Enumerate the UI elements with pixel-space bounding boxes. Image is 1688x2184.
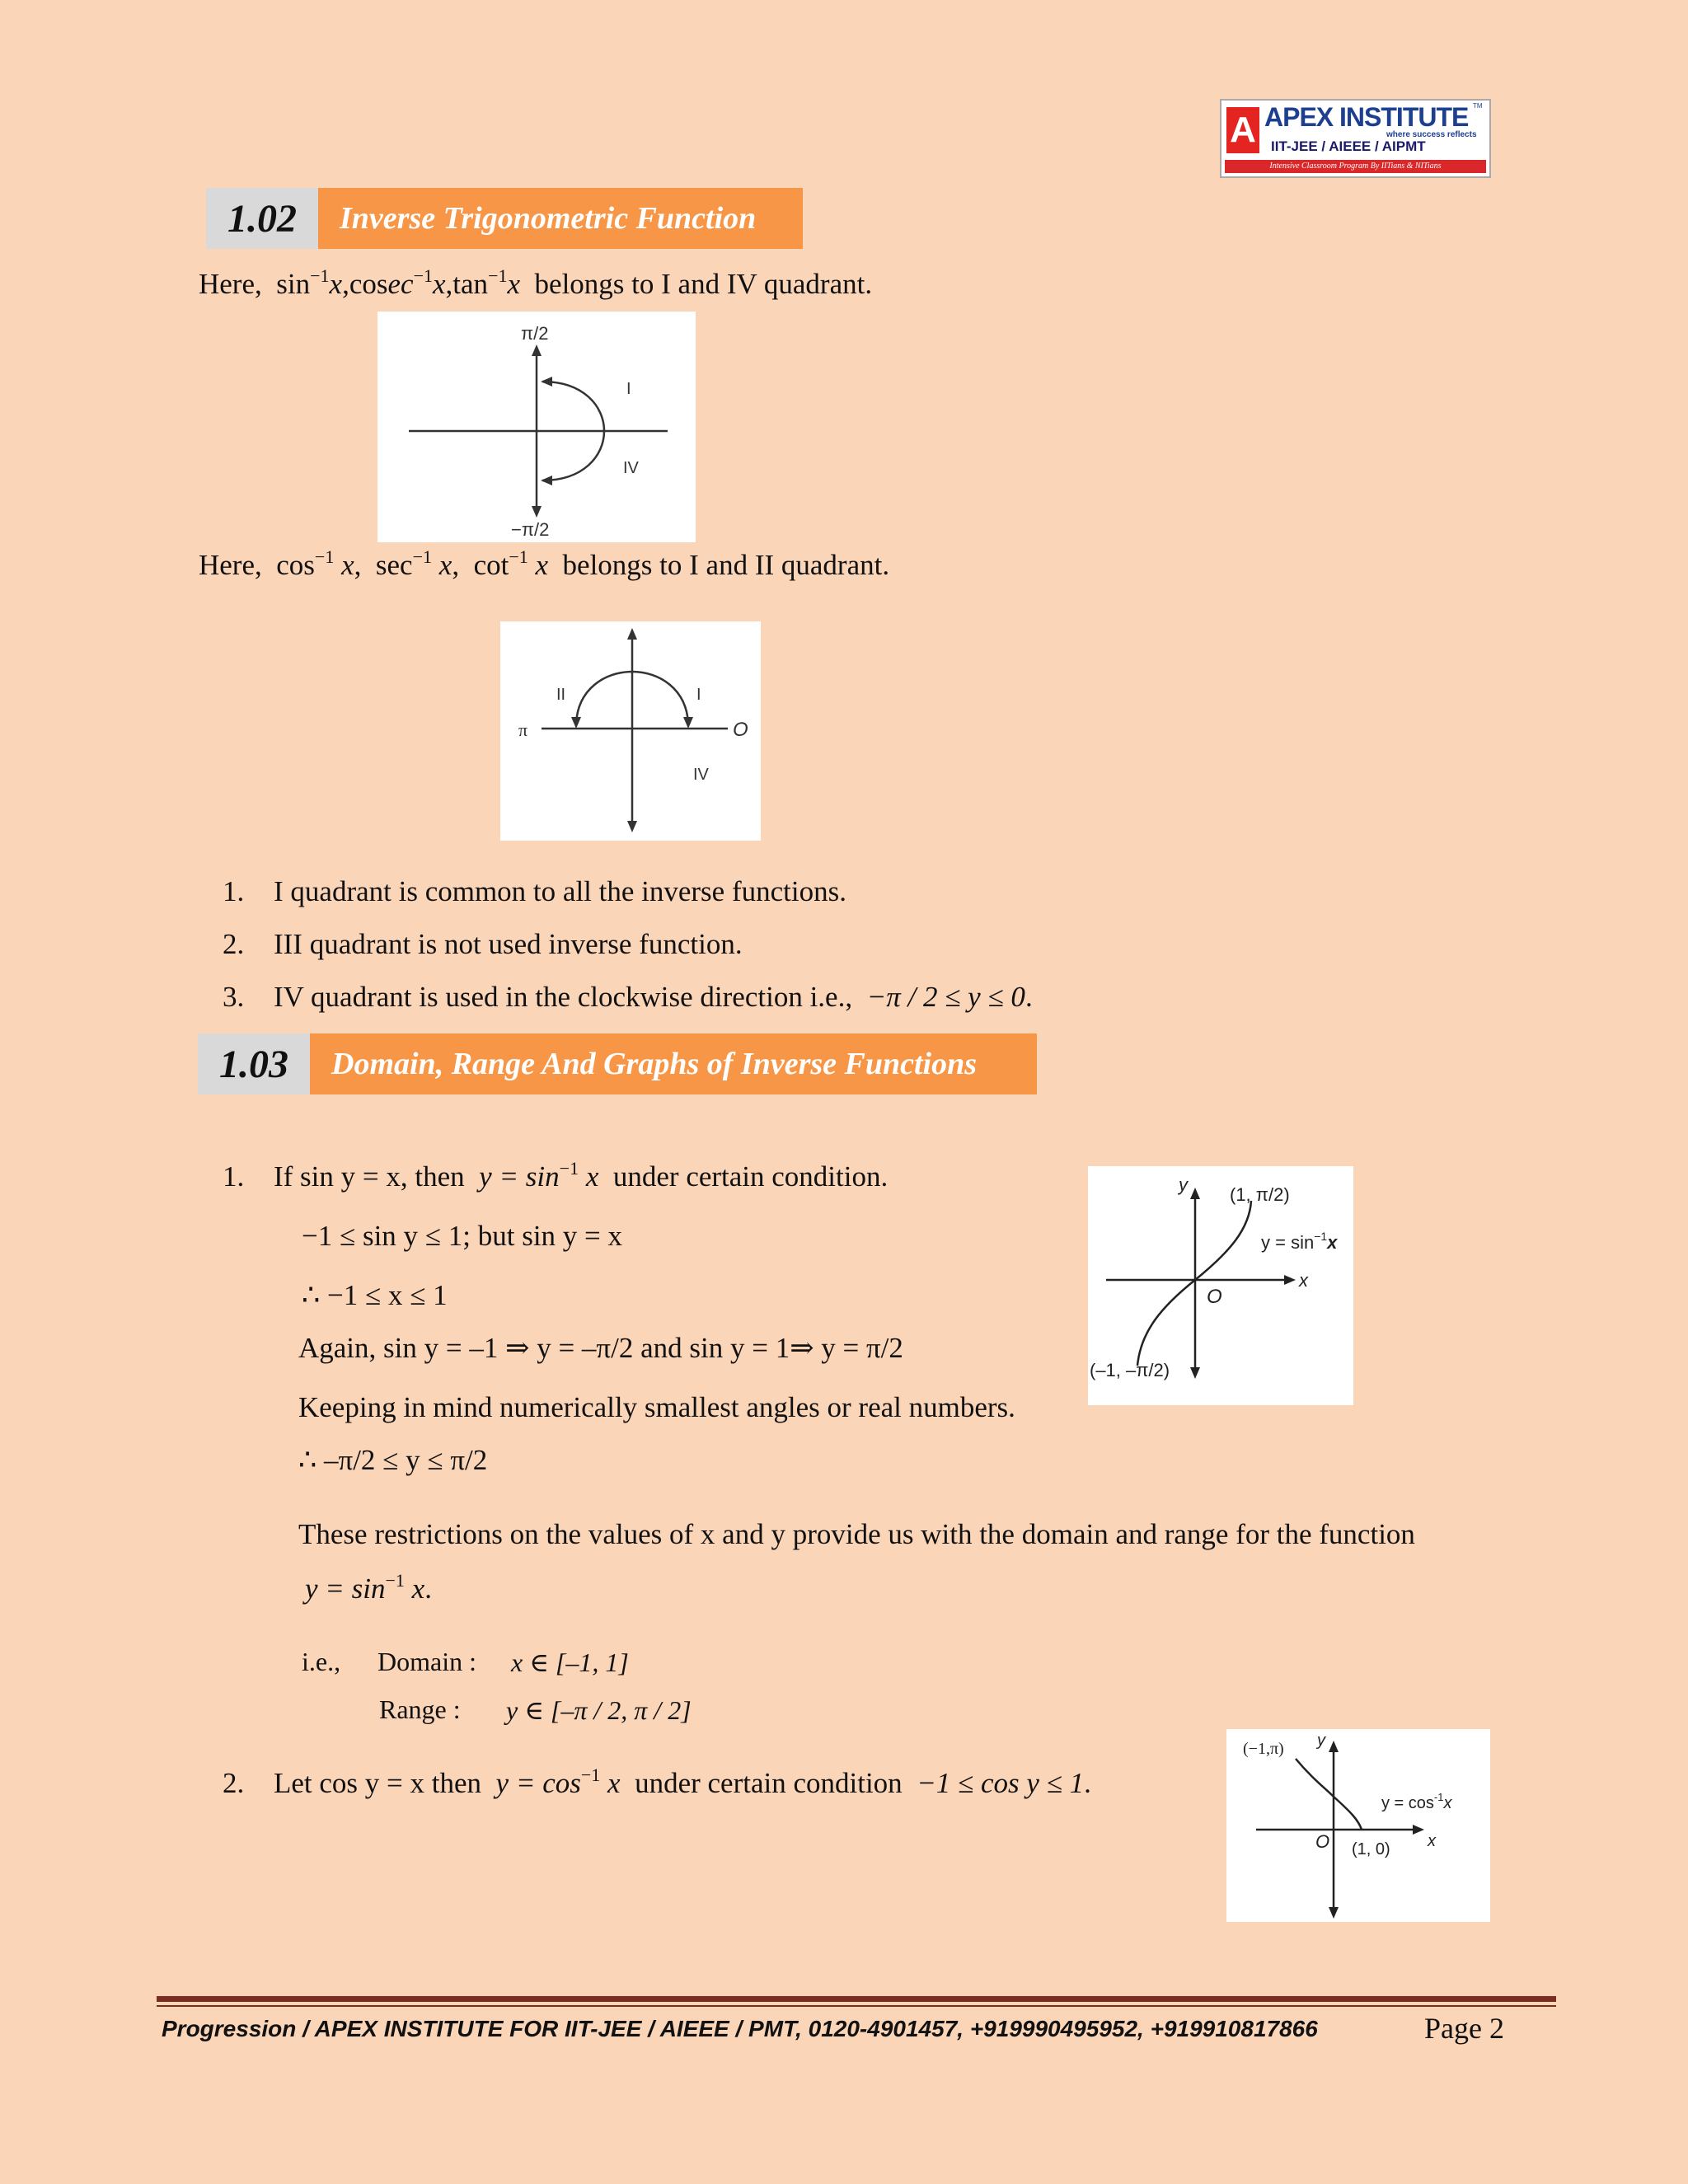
exp: −1 [310, 265, 330, 286]
domain-label: Domain : [377, 1647, 476, 1676]
exp: −1 [488, 265, 508, 286]
fig2-q2-label: II [556, 686, 566, 704]
comma: , [342, 268, 349, 300]
fig4-point-lower: (1, 0) [1352, 1840, 1390, 1858]
item1-line6: ∴ –π/2 ≤ y ≤ π/2 [298, 1444, 488, 1476]
var-x: x [535, 549, 549, 581]
list-item [223, 928, 743, 961]
fig1-bottom-label: −π/2 [511, 519, 550, 540]
exp: −1 [385, 1570, 405, 1591]
list-number: 1. [223, 875, 245, 907]
fig3-y-label: y [1179, 1174, 1188, 1195]
var-x: x [433, 268, 446, 300]
var-x: x [438, 549, 452, 581]
var-x: x [411, 1572, 425, 1605]
item1-math: y = sin [479, 1160, 560, 1193]
here-word: Here, [199, 268, 262, 300]
logo-exams: IIT-JEE / AIEEE / AIPMT [1271, 138, 1426, 154]
logo-tm: TM [1473, 102, 1483, 110]
fig4-curve-fn: y = cos [1381, 1794, 1434, 1812]
fig3-curve-var: x [1327, 1232, 1338, 1253]
figure-quadrant-i-iv-svg [377, 312, 696, 542]
logo-name: APEX INSTITUTE [1264, 102, 1469, 132]
page-number: Page 2 [1424, 2012, 1504, 2045]
item1-line8 [305, 1572, 432, 1605]
fn-sec: sec [375, 549, 413, 581]
ie-label: i.e., [302, 1647, 341, 1676]
list-number: 2. [223, 928, 245, 960]
list-number: 1. [223, 1160, 245, 1193]
logo-letter: A [1226, 107, 1259, 153]
section-title-domain-range: Domain, Range And Graphs of Inverse Functions [310, 1033, 1037, 1094]
fn-sin: sin [276, 268, 311, 300]
section-number-1-03: 1.03 [198, 1033, 310, 1094]
var-x: x [507, 268, 521, 300]
list-item [223, 875, 846, 908]
figure-quadrant-i-ii [500, 621, 761, 841]
item2-line1 [223, 1767, 1091, 1800]
apex-logo [1220, 99, 1491, 178]
fn-cos: cos [276, 549, 315, 581]
line-suffix: belongs to I and II quadrant. [562, 549, 890, 581]
comma: , [452, 549, 460, 581]
fig1-q1-label: I [626, 380, 631, 398]
var-x: x [341, 549, 354, 581]
fig3-origin-label: O [1207, 1286, 1222, 1308]
fig4-origin-label: O [1315, 1831, 1330, 1852]
list-number: 3. [223, 981, 245, 1013]
var-x: x [585, 1160, 599, 1193]
exp: −1 [580, 1765, 601, 1785]
line-suffix: belongs to I and IV quadrant. [534, 268, 873, 300]
exp: −1 [412, 546, 433, 567]
list-number: 2. [223, 1767, 245, 1799]
item1-math: y = sin [305, 1572, 386, 1605]
item1-lead: If sin y = x, then [274, 1160, 465, 1193]
figure-arcsin-graph [1088, 1166, 1353, 1405]
fig4-x-label: x [1428, 1832, 1436, 1850]
item2-lead: Let cos y = x then [274, 1767, 482, 1799]
fig4-curve-exp: -1 [1433, 1791, 1444, 1803]
footer-rule-thick [157, 1996, 1556, 2002]
figure-quadrant-i-iv [377, 312, 696, 542]
list-item [223, 981, 1033, 1014]
fig3-curve-label [1261, 1230, 1338, 1253]
section-title-inverse-trig: Inverse Trigonometric Function [318, 188, 803, 249]
fn-cos: cos [349, 268, 388, 300]
logo-tagline: where success reflects [1386, 130, 1477, 139]
item1-line4: Again, sin y = –1 ⇒ y = –π/2 and sin y = 1⇒ y = π/2 [298, 1332, 903, 1364]
item2-math: y = cos [495, 1767, 581, 1799]
fig3-curve-fn: y = sin [1261, 1232, 1315, 1253]
var-x: x [329, 268, 343, 300]
fig3-curve-exp: −1 [1314, 1230, 1328, 1243]
fig2-pi-label: π [518, 719, 528, 740]
fig3-x-label: x [1299, 1270, 1308, 1291]
list-text: IV quadrant is used in the clockwise direction i.e., [274, 981, 853, 1013]
item1-line5: Keeping in mind numerically smallest angles or real numbers. [298, 1391, 1015, 1423]
fn-tan: tan [452, 268, 489, 300]
fig1-top-label: π/2 [521, 323, 549, 344]
fn-ec: ec [387, 268, 414, 300]
item1-line2: −1 ≤ sin y ≤ 1; but sin y = x [302, 1220, 623, 1252]
fig2-origin-label: O [733, 719, 748, 741]
list-math: −π / 2 ≤ y ≤ 0 [866, 981, 1025, 1013]
range-label: Range : [379, 1694, 461, 1724]
item2-condition: −1 ≤ cos y ≤ 1 [917, 1767, 1085, 1799]
line-sin-quadrants [199, 265, 873, 301]
item1-line1 [223, 1160, 888, 1193]
figure-quadrant-i-ii-svg [500, 621, 761, 841]
var-x: x [607, 1767, 621, 1799]
footer-text: Progression / APEX INSTITUTE FOR IIT-JEE / AIEEE / PMT, 0120-4901457, +919990495952, +919910817866 [162, 2016, 1318, 2041]
item2-tail: under certain condition [635, 1767, 903, 1799]
fig4-curve-label [1381, 1791, 1452, 1812]
item1-line3: ∴ −1 ≤ x ≤ 1 [302, 1279, 448, 1311]
exp: −1 [509, 546, 528, 567]
list-end: . [1025, 981, 1033, 1013]
fig3-point-upper: (1, π/2) [1230, 1184, 1290, 1205]
fig2-q1-label: I [696, 686, 701, 704]
figure-arccos-graph [1226, 1729, 1490, 1922]
comma: , [354, 549, 362, 581]
list-text: III quadrant is not used inverse function. [274, 928, 743, 960]
item1-tail: under certain condition. [612, 1160, 889, 1193]
here-word: Here, [199, 549, 262, 581]
footer-rule-thin [157, 2005, 1556, 2007]
fig1-q4-label: IV [623, 459, 639, 477]
fig4-curve-var: x [1443, 1794, 1452, 1812]
fig2-q4-label: IV [693, 766, 709, 784]
fig4-point-upper: (−1,π) [1243, 1740, 1284, 1758]
range-value: y ∈ [–π / 2, π / 2] [506, 1695, 692, 1725]
exp: −1 [314, 546, 335, 567]
line-cos-quadrants [199, 546, 890, 582]
logo-banner: Intensive Classroom Program By IITians & NITians [1225, 160, 1486, 173]
domain-value: x ∈ [–1, 1] [511, 1647, 629, 1677]
fig3-point-lower: (–1, –π/2) [1090, 1360, 1170, 1380]
exp: −1 [413, 265, 433, 286]
fig4-y-label: y [1317, 1732, 1325, 1750]
figure-arccos-graph-svg [1226, 1729, 1490, 1922]
figure-arcsin-graph-svg [1088, 1166, 1353, 1405]
exp: −1 [559, 1158, 579, 1179]
section-number-1-02: 1.02 [206, 188, 318, 249]
fn-cot: cot [473, 549, 509, 581]
list-text: I quadrant is common to all the inverse functions. [274, 875, 846, 907]
comma: , [445, 268, 453, 300]
item1-line7: These restrictions on the values of x and y provide us with the domain and range for the function [298, 1518, 1415, 1550]
period: . [1084, 1767, 1091, 1799]
period: . [424, 1572, 432, 1605]
